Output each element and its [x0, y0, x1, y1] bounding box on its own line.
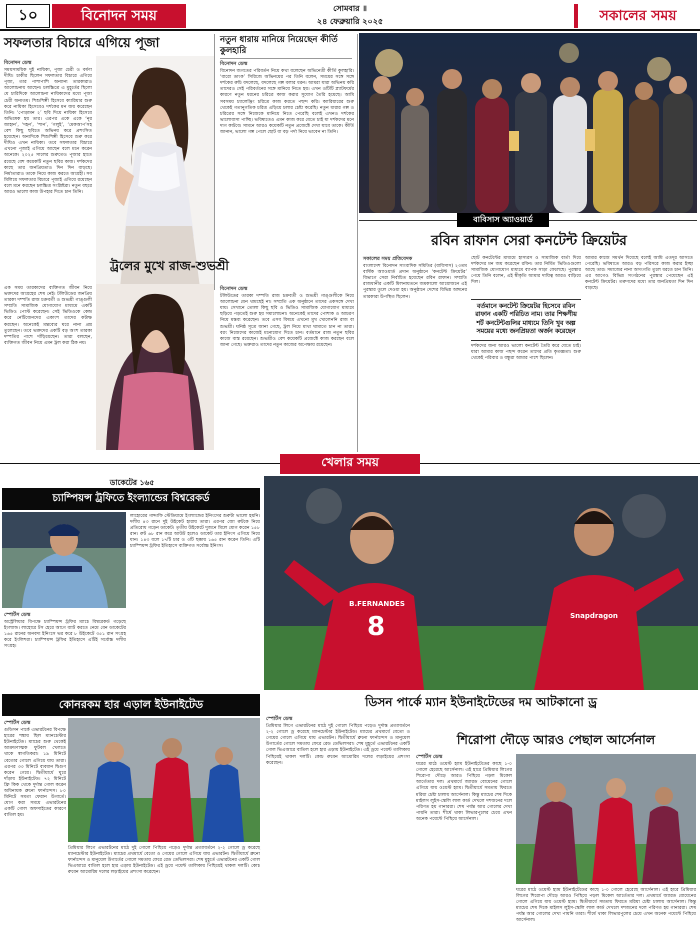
konrokom-headline[interactable]: কোনরকম হার এড়াল ইউনাইটেড	[58, 697, 204, 711]
brand-logo-text: সকালের সময়	[599, 8, 677, 24]
sports-section-title: খেলার সময়	[321, 455, 379, 469]
england-headline-bar	[2, 488, 260, 510]
arsenal-body	[416, 754, 512, 908]
raj-body-left	[4, 286, 92, 450]
england-kicker: ডাকেটের ১৬৫	[109, 478, 155, 487]
robin-col2	[471, 256, 581, 450]
manutd-text: প্রিমিয়ার লিগে এভারটনের মাঠে দুই গোলে পিছিয়ে পড়েও দুর্দান্ত প্রত্যাবর্তনে ২-২ গোলে ড্র করেছে ম্যানচেস্টার ইউনাইটেড। ম্যাচের প্রথমার্ধে বেতো ও গেয়ের গোলে এগিয়ে যায় এভারটন। দ্বিতীয়ার্ধে ব্রুনো ফার্নান্দেস ও মানুয়েল উগার্তের গোলে সমতায় ফেরে রেড ডেভিলসরা। শেষ মুহূর্তে এভারটনের একটি গোল ভিএআরে বাতিল হলে হার এড়ায় ইউনাইটেড। এই ড্রয়ে পয়েন্ট তালিকায় পিছিয়েই থাকল দলটি। কোচ রুবেন আমোরিম দলের লড়াইয়ের প্রশংসা করেছেন।	[266, 724, 410, 766]
arsenal-text-bottom: ঘরের মাঠে ওয়েস্ট হ্যাম ইউনাইটেডের কাছে ১-০ গোলে হেরেছে আর্সেনাল। এই হারে প্রিমিয়ার লিগের শিরোপা দৌড়ে আরও পিছিয়ে পড়ল মিকেল আর্তেতার দল। প্রথমার্ধে জ্যারড বোয়েনের গোলে এগিয়ে যায় ওয়েস্ট হ্যাম। দ্বিতীয়ার্ধে সমতায় ফিরতে মরিয়া চেষ্টা চালায় আর্সেনাল। কিন্তু ম্যাচের শেষ দিকে মাইলস লুইস-স্কেলি লাল কার্ড দেখলে দশজনের দলে পরিণত হয় গানাররা। শেষ পর্যন্ত আর গোলের দেখা পায়নি তারা। শীর্ষে থাকা লিভারপুলের চেয়ে এখন অনেক পয়েন্টে পিছিয়ে আর্সেনাল।	[516, 888, 696, 924]
england-story	[0, 476, 262, 690]
robin-pullquote	[471, 299, 581, 341]
arsenal-photo	[516, 754, 696, 884]
robin-col1	[363, 256, 467, 450]
section-banner	[52, 4, 186, 28]
brand-logo	[580, 4, 696, 28]
england-reporter: স্পোর্টস ডেস্ক	[4, 612, 31, 618]
england-text-left: অস্ট্রেলিয়ার বিপক্ষে চ্যাম্পিয়ন্স ট্রফির ম্যাচে বিশ্বরেকর্ড গড়েছে ইংল্যান্ড। লাহোরে টস হেরে আগে ব্যাট করতে নেমে বেন ডাকেটের ১৬৫ রানের অনবদ্য ইনিংসে ভর করে ৮ উইকেটে ৩৫১ রান সংগ্রহ করে ইংলিশরা। চ্যাম্পিয়ন্স ট্রফির ইতিহাসে এটিই সর্বোচ্চ দলীয় সংগ্রহ।	[4, 620, 126, 650]
col-divider-3	[357, 228, 358, 452]
england-body-right	[130, 514, 260, 688]
jersey-sponsor: Snapdragon	[570, 612, 618, 620]
sports-banner	[280, 454, 420, 474]
puja-headline[interactable]: সফলতার বিচারে এগিয়ে পূজা	[4, 36, 160, 51]
robin-col1-text: বাংলাদেশ বিনোদন সাংবাদিক সমিতির (বাবিসাস) ২৩তম বার্ষিক অ্যাওয়ার্ড প্রদান অনুষ্ঠানে ‘কনটেন্ট ক্রিয়েটর’ বিভাগে সেরা নির্বাচিত হয়েছেন রবিন রাফান। সম্প্রতি রাজধানীর একটি মিলনায়তনে জমকালো আয়োজনে এই পুরস্কার তুলে দেওয়া হয়। অনুষ্ঠানে দেশের বিভিন্ন অঙ্গনের তারকারা উপস্থিত ছিলেন।	[363, 264, 467, 300]
arsenal-story	[414, 716, 698, 924]
manutd-headline-wrap	[264, 690, 698, 714]
manutd-photo	[264, 476, 698, 690]
robin-headline[interactable]: রবিন রাফান সেরা কনটেন্ট ক্রিয়েটর	[431, 233, 627, 249]
page-number: ১০	[18, 5, 38, 24]
header-date: ২৪ ফেব্রুয়ারি ২০২৫	[316, 17, 384, 26]
puja-text: সময়সাময়িক দুই নায়িকা, পূজা চেরী ও বর্ষণা দীঘি। চাকীর ছিলেন সফলতার বিচারে এগিয়ে পূজা, তার পাশাপাশি অন্যান্য তারকারাও আলোচনায় আছেন। চলচ্চিত্রে এ মুহূর্তের ছিলো যে চারিদিকে আলোচনা নায়িকাদের মধ্যে পূজা চেরী অন্যতম। শিশুশিল্পী হিসেবে ক্যারিয়ার শুরু করে নায়িকা হিসেবেও দর্শকের মন জয় করেছেন তিনি। ‘পোড়ামন ২’ ছবি দিয়ে নায়িকা হিসেবে অভিষেক হয় তার। এরপর একে একে ‘নূর জাহান’, ‘দহন’, ‘শান’, ‘গলুই’, ‘মেকআপ’সহ বেশ কিছু ছবিতে অভিনয় করে প্রশংসিত হয়েছেন। অন্যদিকে শিশুশিল্পী হিসেবে শুরু করে দীঘিও এখন নায়িকা। তবে সফলতার বিচারে এখনো পূজাই এগিয়ে আছেন বলে মনে করেন অনেকে। ২০২৫ সালের শুরুতেও পূজার হাতে রয়েছে বেশ কয়েকটি নতুন ছবির কাজ। দর্শকদের কাছে তার জনপ্রিয়তাও দিন দিন বাড়ছে। নির্মাতারাও তাকে নিয়ে কাজ করতে আগ্রহী। সব মিলিয়ে সফলতার বিচারে পূজাই এগিয়ে রয়েছেন বলে মনে করছেন চলচ্চিত্র সংশ্লিষ্টরা। নতুন বছরে আরও ভালো কাজ উপহার দিতে চান তিনি।	[4, 68, 92, 195]
header-day: সোমবার ॥	[333, 4, 367, 13]
robin-col3-text: আমার কাজে সমর্থন দিয়েছে বলেই আমি এতদূর আসতে পেরেছি। ভবিষ্যতে আরও বড় পরিসরে কাজ করার ইচ্ছা আছে তার। সমাজের নানা অসংগতি তুলে ধরতে চান তিনি। এর আগেও বিভিন্ন সংগঠনের পুরস্কার পেয়েছেন এই কনটেন্ট ক্রিয়েটর। তরুণদের মধ্যে তার জনপ্রিয়তা দিন দিন বাড়ছে।	[585, 256, 693, 292]
puja-reporter: বিনোদন ডেস্ক	[4, 60, 32, 66]
raj-text-right: টলিউডের তারকা দম্পতি রাজ চক্রবর্তী ও শুভশ্রী গাঙ্গুলীকে নিয়ে আলোচনা যেন থামছেই না। সম্প্রতি এক অনুষ্ঠানে তাদের একসঙ্গে দেখা যায়। সেখানে তোলা কিছু ছবি ও ভিডিও সামাজিক যোগাযোগ মাধ্যমে ছড়িয়ে পড়তেই শুরু হয় সমালোচনা। অনেকেই তাদের পোশাক ও আচরণ নিয়ে মন্তব্য করেছেন। তবে এসব বিষয়ে এখনো মুখ খোলেননি রাজ বা শুভশ্রী। ঘনিষ্ঠ সূত্রে জানা গেছে, ট্রল নিয়ে মাথা ঘামাতে চান না তারা। বরং নিজেদের কাজেই মনোযোগ দিতে চান। বর্তমানে রাজ নতুন ছবির কাজে ব্যস্ত রয়েছেন। শুভশ্রীও বেশ কয়েকটি প্রজেক্টে কাজ করছেন বলে জানা গেছে। ভক্তরাও তাদের নতুন কাজের অপেক্ষায় রয়েছেন।	[220, 294, 354, 348]
kirti-headline[interactable]: নতুন ধারায় মানিয়ে নিয়েছেন কীর্তি কুলহারি	[220, 35, 338, 56]
section-title: বিনোদন সময়	[81, 8, 157, 24]
konrokom-text: গুডিসন পার্কে এভারটনের বিপক্ষে হারের শঙ্কায় ছিল ম্যানচেস্টার ইউনাইটেড। ম্যাচের শুরু থেকেই আক্রমণাত্মক ফুটবল খেলতে থাকে স্বাগতিকরা। ১৯ মিনিটে বেতোর গোলে এগিয়ে যায় তারা। এরপর ৩৩ মিনিটে ব্যবধান দ্বিগুণ করেন গেয়ে। দ্বিতীয়ার্ধে ঘুরে দাঁড়ায় ইউনাইটেড। ৭২ মিনিটে ফ্রি কিক থেকে দুর্দান্ত গোল করেন অধিনায়ক ব্রুনো ফার্নান্দেস। ৮০ মিনিটে সমতা ফেরান উগার্তে। যোগ করা সময়ে এভারটনের একটি গোল অফসাইডের কারণে বাতিল হয়।	[4, 728, 66, 819]
konrokom-text-bottom: প্রিমিয়ার লিগে এভারটনের মাঠে দুই গোলে পিছিয়ে পড়েও দুর্দান্ত প্রত্যাবর্তনে ২-২ গোলে ড্র করেছে ম্যানচেস্টার ইউনাইটেড। ম্যাচের প্রথমার্ধে বেতো ও গেয়ের গোলে এগিয়ে যায় এভারটন। দ্বিতীয়ার্ধে ব্রুনো ফার্নান্দেস ও মানুয়েল উগার্তের গোলে সমতায় ফেরে রেড ডেভিলসরা। শেষ মুহূর্তে এভারটনের একটি গোল ভিএআরে বাতিল হলে হার এড়ায় ইউনাইটেড। এই ড্রয়ে পয়েন্ট তালিকায় পিছিয়েই থাকল দলটি। কোচ রুবেন আমোরিম দলের লড়াইয়ের প্রশংসা করেছেন।	[68, 846, 260, 876]
kirti-headline-rule	[220, 58, 352, 59]
robin-col2-text: ছোট কনটেন্টের মাধ্যমে হাস্যরস ও সামাজিক বার্তা দিয়ে দর্শকদের মন জয় করেছেন রবিন। তার নির্মিত ভিডিওগুলো সামাজিক যোগাযোগ মাধ্যমে ব্যাপক সাড়া ফেলেছে। পুরস্কার পেয়ে তিনি বলেন, এই স্বীকৃতি আমার দায়িত্ব আরও বাড়িয়ে দিল।	[471, 256, 581, 286]
sports-banner-wrap	[0, 454, 700, 474]
jersey-name: B.FERNANDES	[349, 600, 405, 608]
award-photo	[359, 33, 697, 213]
brand-accent	[574, 4, 578, 28]
header-rule	[0, 29, 700, 31]
arsenal-reporter: স্পোর্টস ডেস্ক	[416, 754, 443, 760]
arsenal-body-bottom	[516, 888, 696, 924]
robin-col2b-text: দর্শকদের জন্য আরও ভালো কনটেন্ট তৈরি করে যেতে চাই। যারা আমার কাজ পছন্দ করেন তাদের প্রতি কৃতজ্ঞতা। শুরু থেকেই পরিবার ও বন্ধুরা আমার পাশে ছিলেন।	[471, 343, 581, 361]
england-headline[interactable]: চ্যাম্পিয়ন্স ট্রফিতে ইংল্যান্ডের বিশ্বরেকর্ড	[52, 492, 210, 504]
arsenal-text: ঘরের মাঠে ওয়েস্ট হ্যাম ইউনাইটেডের কাছে ১-০ গোলে হেরেছে আর্সেনাল। এই হারে প্রিমিয়ার লিগের শিরোপা দৌড়ে আরও পিছিয়ে পড়ল মিকেল আর্তেতার দল। প্রথমার্ধে জ্যারড বোয়েনের গোলে এগিয়ে যায় ওয়েস্ট হ্যাম। দ্বিতীয়ার্ধে সমতায় ফিরতে মরিয়া চেষ্টা চালায় আর্সেনাল। কিন্তু ম্যাচের শেষ দিকে মাইলস লুইস-স্কেলি লাল কার্ড দেখলে দশজনের দলে পরিণত হয় গানাররা। শেষ পর্যন্ত আর গোলের দেখা পায়নি তারা। শীর্ষে থাকা লিভারপুলের চেয়ে এখন অনেক পয়েন্টে পিছিয়ে আর্সেনাল।	[416, 762, 512, 822]
kirti-text: বিনোদন জগতের পরিবর্তন নিয়ে কথা বলেছেন অভিনেত্রী কীর্তি কুলহারি। ‘বারো ডাংক’ সিরিজে অভিনয়ের পর তিনি বলেন, সময়ের সঙ্গে সঙ্গে দর্শকের রুচি বদলেছে, বদলেছে গল্প বলার ধরন। আমরা যারা অভিনয় করি তাদেরও সেই পরিবর্তনের সঙ্গে মানিয়ে নিতে হয়। এখন ওটিটি প্ল্যাটফর্মের কারণে নতুন ধরনের চরিত্রে কাজ করার সুযোগ তৈরি হয়েছে। আমি সবসময় চ্যালেঞ্জিং চরিত্রে কাজ করতে পছন্দ করি। ক্যারিয়ারের শুরু থেকেই গতানুগতিক চরিত্র এড়িয়ে চলার চেষ্টা করেছি। নতুন ধারার গল্প ও চরিত্রের সঙ্গে নিজেকে মানিয়ে নিতে পেরেছি বলেই এখনও দর্শকের ভালোবাসা পাচ্ছি। ভবিষ্যতেও এমন কাজ করে যেতে চাই যা দর্শকদের মনে দাগ কাটবে। সামনে আরও কয়েকটি নতুন প্রজেক্টে দেখা যাবে তাকে। কীর্তি জানান, ভালো গল্প পেলে ছোট বা বড় পর্দা নিয়ে ভাবেন না তিনি।	[220, 69, 354, 136]
award-label-bar	[359, 213, 697, 228]
england-body-left	[4, 612, 126, 688]
raj-text-left: এক সময় তারকাদের ব্যক্তিগত জীবন নিয়ে ভক্তদের আগ্রহের শেষ নেই। টলিউডের জনপ্রিয় তারকা দম্পতি রাজ চক্রবর্তী ও শুভশ্রী গাঙ্গুলী সম্প্রতি সামাজিক যোগাযোগ মাধ্যমে একটি ভিডিও পোস্ট করেছেন। সেই ভিডিওকে কেন্দ্র করে নেটিজেনদের একাংশ তাদের কটাক্ষ করছেন। অনেকেই মন্তব্যের ঘরে নানা প্রশ্ন তুলেছেন। তবে ভক্তদের একটি বড় অংশ তারকা দম্পতির পাশে দাঁড়িয়েছেন। তারা বলছেন, ব্যক্তিগত জীবন নিয়ে এমন ট্রল করা ঠিক নয়।	[4, 286, 92, 346]
raj-reporter: বিনোদন ডেস্ক	[220, 286, 248, 292]
raj-headline[interactable]: ট্রলের মুখে রাজ-শুভশ্রী	[110, 258, 229, 273]
manutd-headline[interactable]: ডিসন পার্কে ম্যান ইউনাইটেডের দম আটকানো ড্র	[365, 695, 597, 709]
page-header	[0, 0, 700, 30]
robin-reporter: সকালের সময় প্রতিবেদক	[363, 256, 413, 262]
konrokom-body-bottom	[68, 846, 260, 908]
page-number-box	[6, 4, 50, 28]
konrokom-body-left	[4, 720, 66, 908]
raj-photo	[96, 284, 214, 450]
england-text-right: লাহোরের গাদ্দাফি স্টেডিয়ামে ইংল্যান্ডের ইনিংসের শুরুটা ভালো হয়নি। দলীয় ৪৩ রানে দুই উইকেট হারায় তারা। এরপর জো রুটকে নিয়ে প্রতিরোধ গড়েন ডাকেট। তৃতীয় উইকেটে দুজনে মিলে যোগ করেন ১৫৮ রান। রুট ৬৮ রান করে আউট হলেও ডাকেট তার ইনিংস এগিয়ে নিয়ে যান। ১৪৩ বলে ১৭টি চার ও ৩টি ছক্কায় ১৬৫ রান করেন তিনি। এটি চ্যাম্পিয়ন্স ট্রফির ইতিহাসে ব্যক্তিগত সর্বোচ্চ ইনিংস।	[130, 514, 260, 550]
england-photo	[2, 512, 126, 608]
header-date-block	[250, 3, 450, 29]
manutd-body	[266, 716, 410, 908]
robin-story	[359, 228, 697, 452]
raj-story	[0, 252, 357, 452]
konrokom-photo	[68, 718, 260, 842]
konrokom-headline-bar	[2, 694, 260, 716]
jersey-number: 8	[366, 612, 386, 642]
manutd-reporter: স্পোর্টস ডেস্ক	[266, 716, 293, 722]
kirti-reporter: বিনোদন ডেস্ক	[220, 61, 248, 67]
award-label: বাবিসাস অ্যাওয়ার্ড	[457, 213, 549, 227]
konrokom-reporter: স্পোর্টস ডেস্ক	[4, 720, 31, 726]
arsenal-headline[interactable]: শিরোপা দৌড়ে আরও পেছাল আর্সেনাল	[456, 732, 656, 747]
robin-col3	[585, 256, 693, 450]
raj-body-right	[220, 286, 354, 450]
konrokom-left-block	[0, 692, 262, 910]
robin-quote-text: বর্তমানে কনটেন্ট ক্রিয়েটর হিসেবে রবিন রাফান একটি পরিচিত নাম। তার শিক্ষণীয় শর্ট কনটেন্টগুলির মাধ্যমে তিনি খুব অল্প সময়ের মধ্যে জনপ্রিয়তা অর্জন করেছেন	[475, 303, 577, 336]
